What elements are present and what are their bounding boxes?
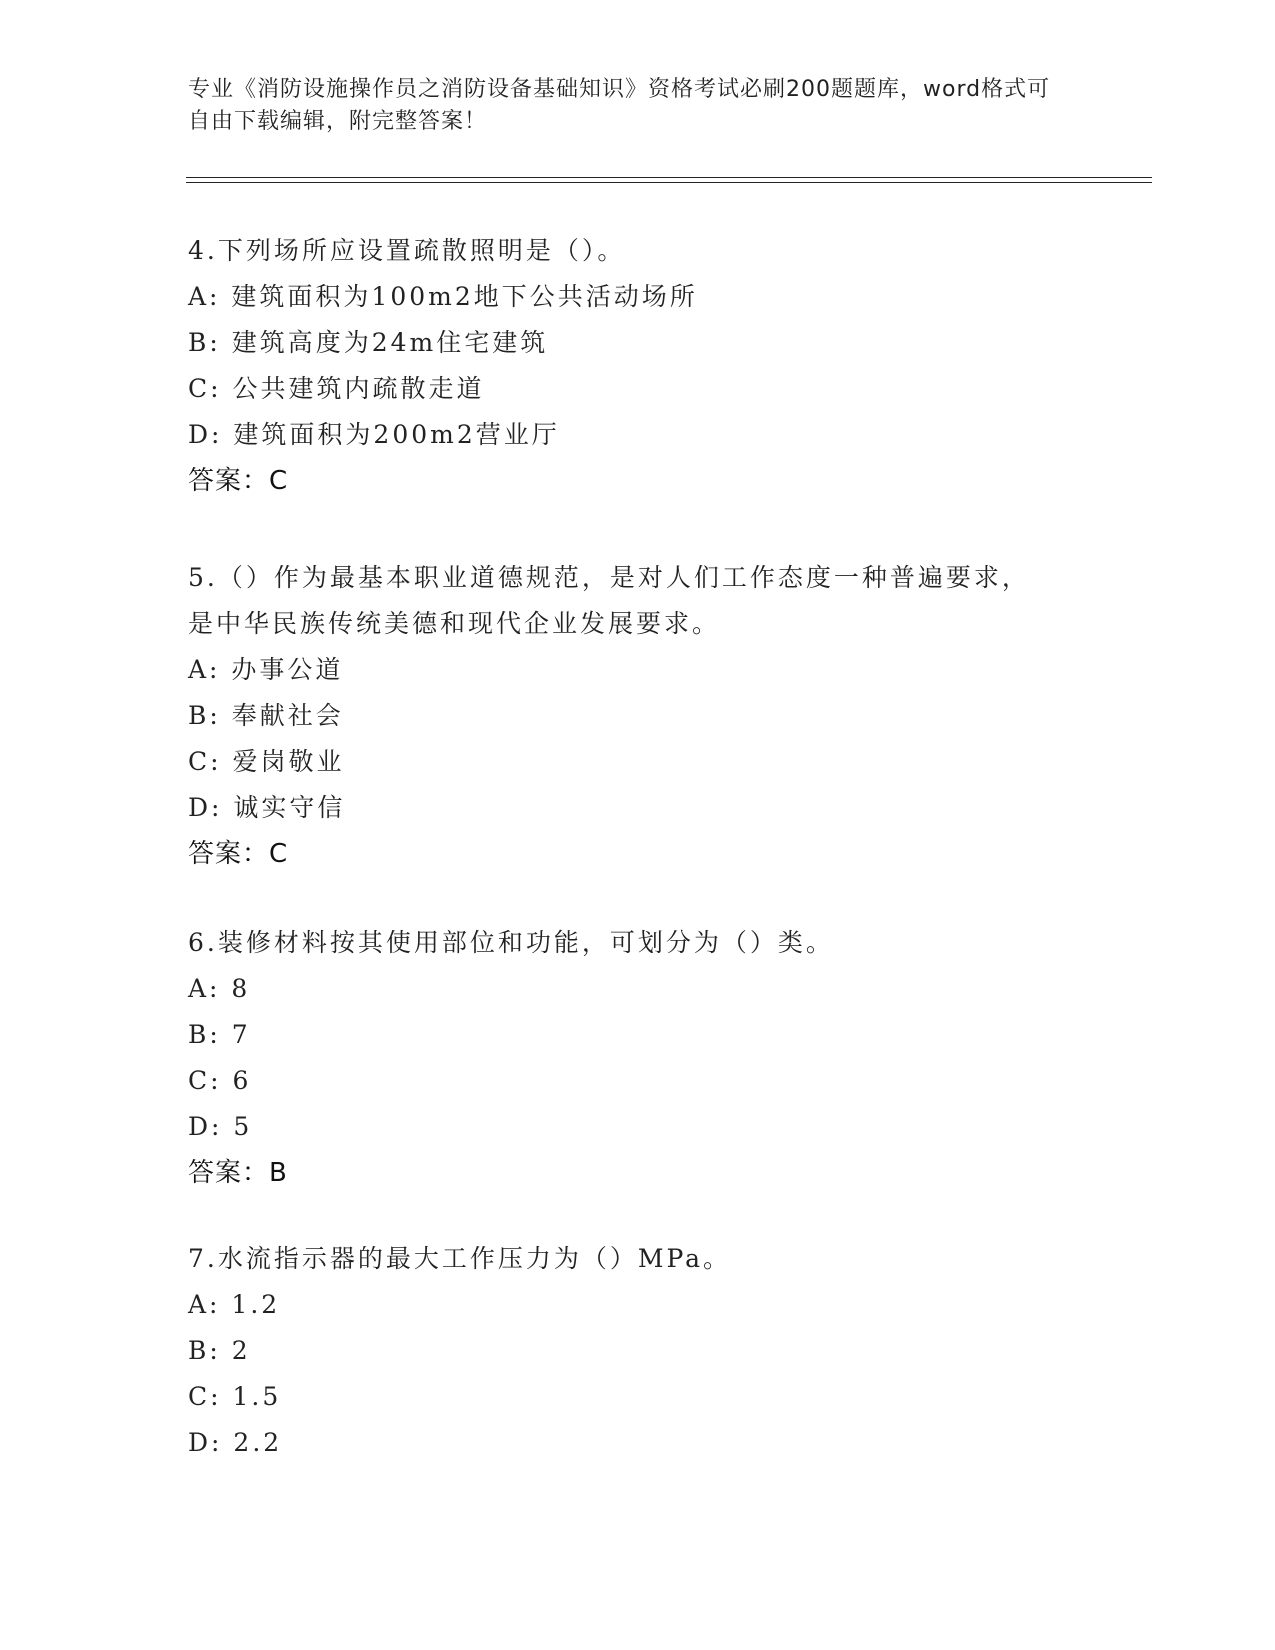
option-b: B: 奉献社会 xyxy=(188,701,344,730)
option-a: A: 1.2 xyxy=(188,1290,281,1319)
option-d: D: 2.2 xyxy=(188,1428,283,1457)
question-4 xyxy=(188,228,1088,504)
question-5 xyxy=(188,555,1048,877)
question-text: 6.装修材料按其使用部位和功能，可划分为（）类。 xyxy=(188,928,834,957)
question-7 xyxy=(188,1236,1088,1466)
question-text: 4.下列场所应设置疏散照明是（）。 xyxy=(188,236,626,265)
option-c: C: 1.5 xyxy=(188,1382,282,1411)
option-c: C: 爱岗敬业 xyxy=(188,747,345,776)
option-c: C: 公共建筑内疏散走道 xyxy=(188,374,485,403)
option-a: A: 办事公道 xyxy=(188,655,344,684)
option-a: A: 建筑面积为100m2地下公共活动场所 xyxy=(188,282,698,311)
question-text: 7.水流指示器的最大工作压力为（）MPa。 xyxy=(188,1244,732,1273)
option-d: D: 5 xyxy=(188,1112,253,1141)
option-a: A: 8 xyxy=(188,974,251,1003)
option-c: C: 6 xyxy=(188,1066,252,1095)
header-divider-bottom xyxy=(186,182,1152,183)
option-d: D: 诚实守信 xyxy=(188,793,346,822)
option-b: B: 7 xyxy=(188,1020,251,1049)
answer: 答案：B xyxy=(188,1158,288,1188)
answer: 答案：C xyxy=(188,839,289,869)
document-header: 专业《消防设施操作员之消防设备基础知识》资格考试必刷200题题库，word格式可自由下载编辑，附完整答案！ xyxy=(188,77,1051,134)
answer: 答案：C xyxy=(188,466,289,496)
question-text: 5.（）作为最基本职业道德规范，是对人们工作态度一种普遍要求，是中华民族传统美德和现代企业发展要求。 xyxy=(188,563,1030,638)
header-divider-top xyxy=(186,177,1152,178)
question-6 xyxy=(188,920,1088,1196)
option-d: D: 建筑面积为200m2营业厅 xyxy=(188,420,560,449)
option-b: B: 建筑高度为24m住宅建筑 xyxy=(188,328,549,357)
option-b: B: 2 xyxy=(188,1336,251,1365)
